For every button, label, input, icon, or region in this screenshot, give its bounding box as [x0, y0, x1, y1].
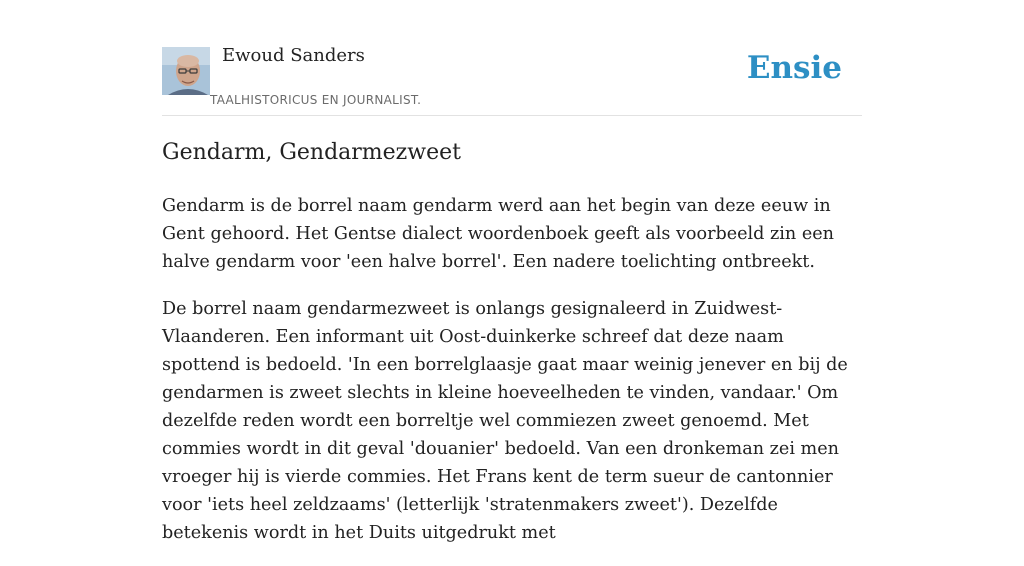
article-body: [162, 192, 862, 566]
author-avatar[interactable]: [162, 47, 210, 95]
article-paragraph: De borrel naam gendarmezweet is onlangs gesignaleerd in Zuidwest-Vlaanderen. Een informant uit Oost-duinkerke schreef dat deze naam spottend is bedoeld. 'In een borrelglaasje gaat maar weinig jenever en bij de gendarmen is zweet slechts in kleine hoeveelheden te vinden, vandaar.' Om dezelfde reden wordt een borreltje wel commiezen zweet genoemd. Met commies wordt in dit geval 'douanier' bedoeld. Van een dronkeman zei men vroeger hij is vierde commies. Het Frans kent de term sueur de cantonnier voor 'iets heel zeldzaams' (letterlijk 'stratenmakers zweet'). Dezelfde betekenis wordt in het Duits uitgedrukt met: [162, 299, 848, 543]
author-photo-icon: [162, 47, 210, 95]
article-title: Gendarm, Gendarmezweet: [162, 140, 461, 165]
author-bio: TAALHISTORICUS EN JOURNALIST.: [210, 93, 422, 107]
author-header: [162, 0, 862, 116]
article-container: [162, 0, 862, 543]
brand-logo[interactable]: Ensie: [746, 50, 842, 86]
author-name[interactable]: Ewoud Sanders: [222, 45, 365, 66]
article-paragraph: Gendarm is de borrel naam gendarm werd aan het begin van deze eeuw in Gent gehoord. Het Gentse dialect woordenboek geeft als voorbeeld zin een halve gendarm voor 'een halve borrel'. Een nadere toelichting ontbreekt.: [162, 196, 835, 272]
